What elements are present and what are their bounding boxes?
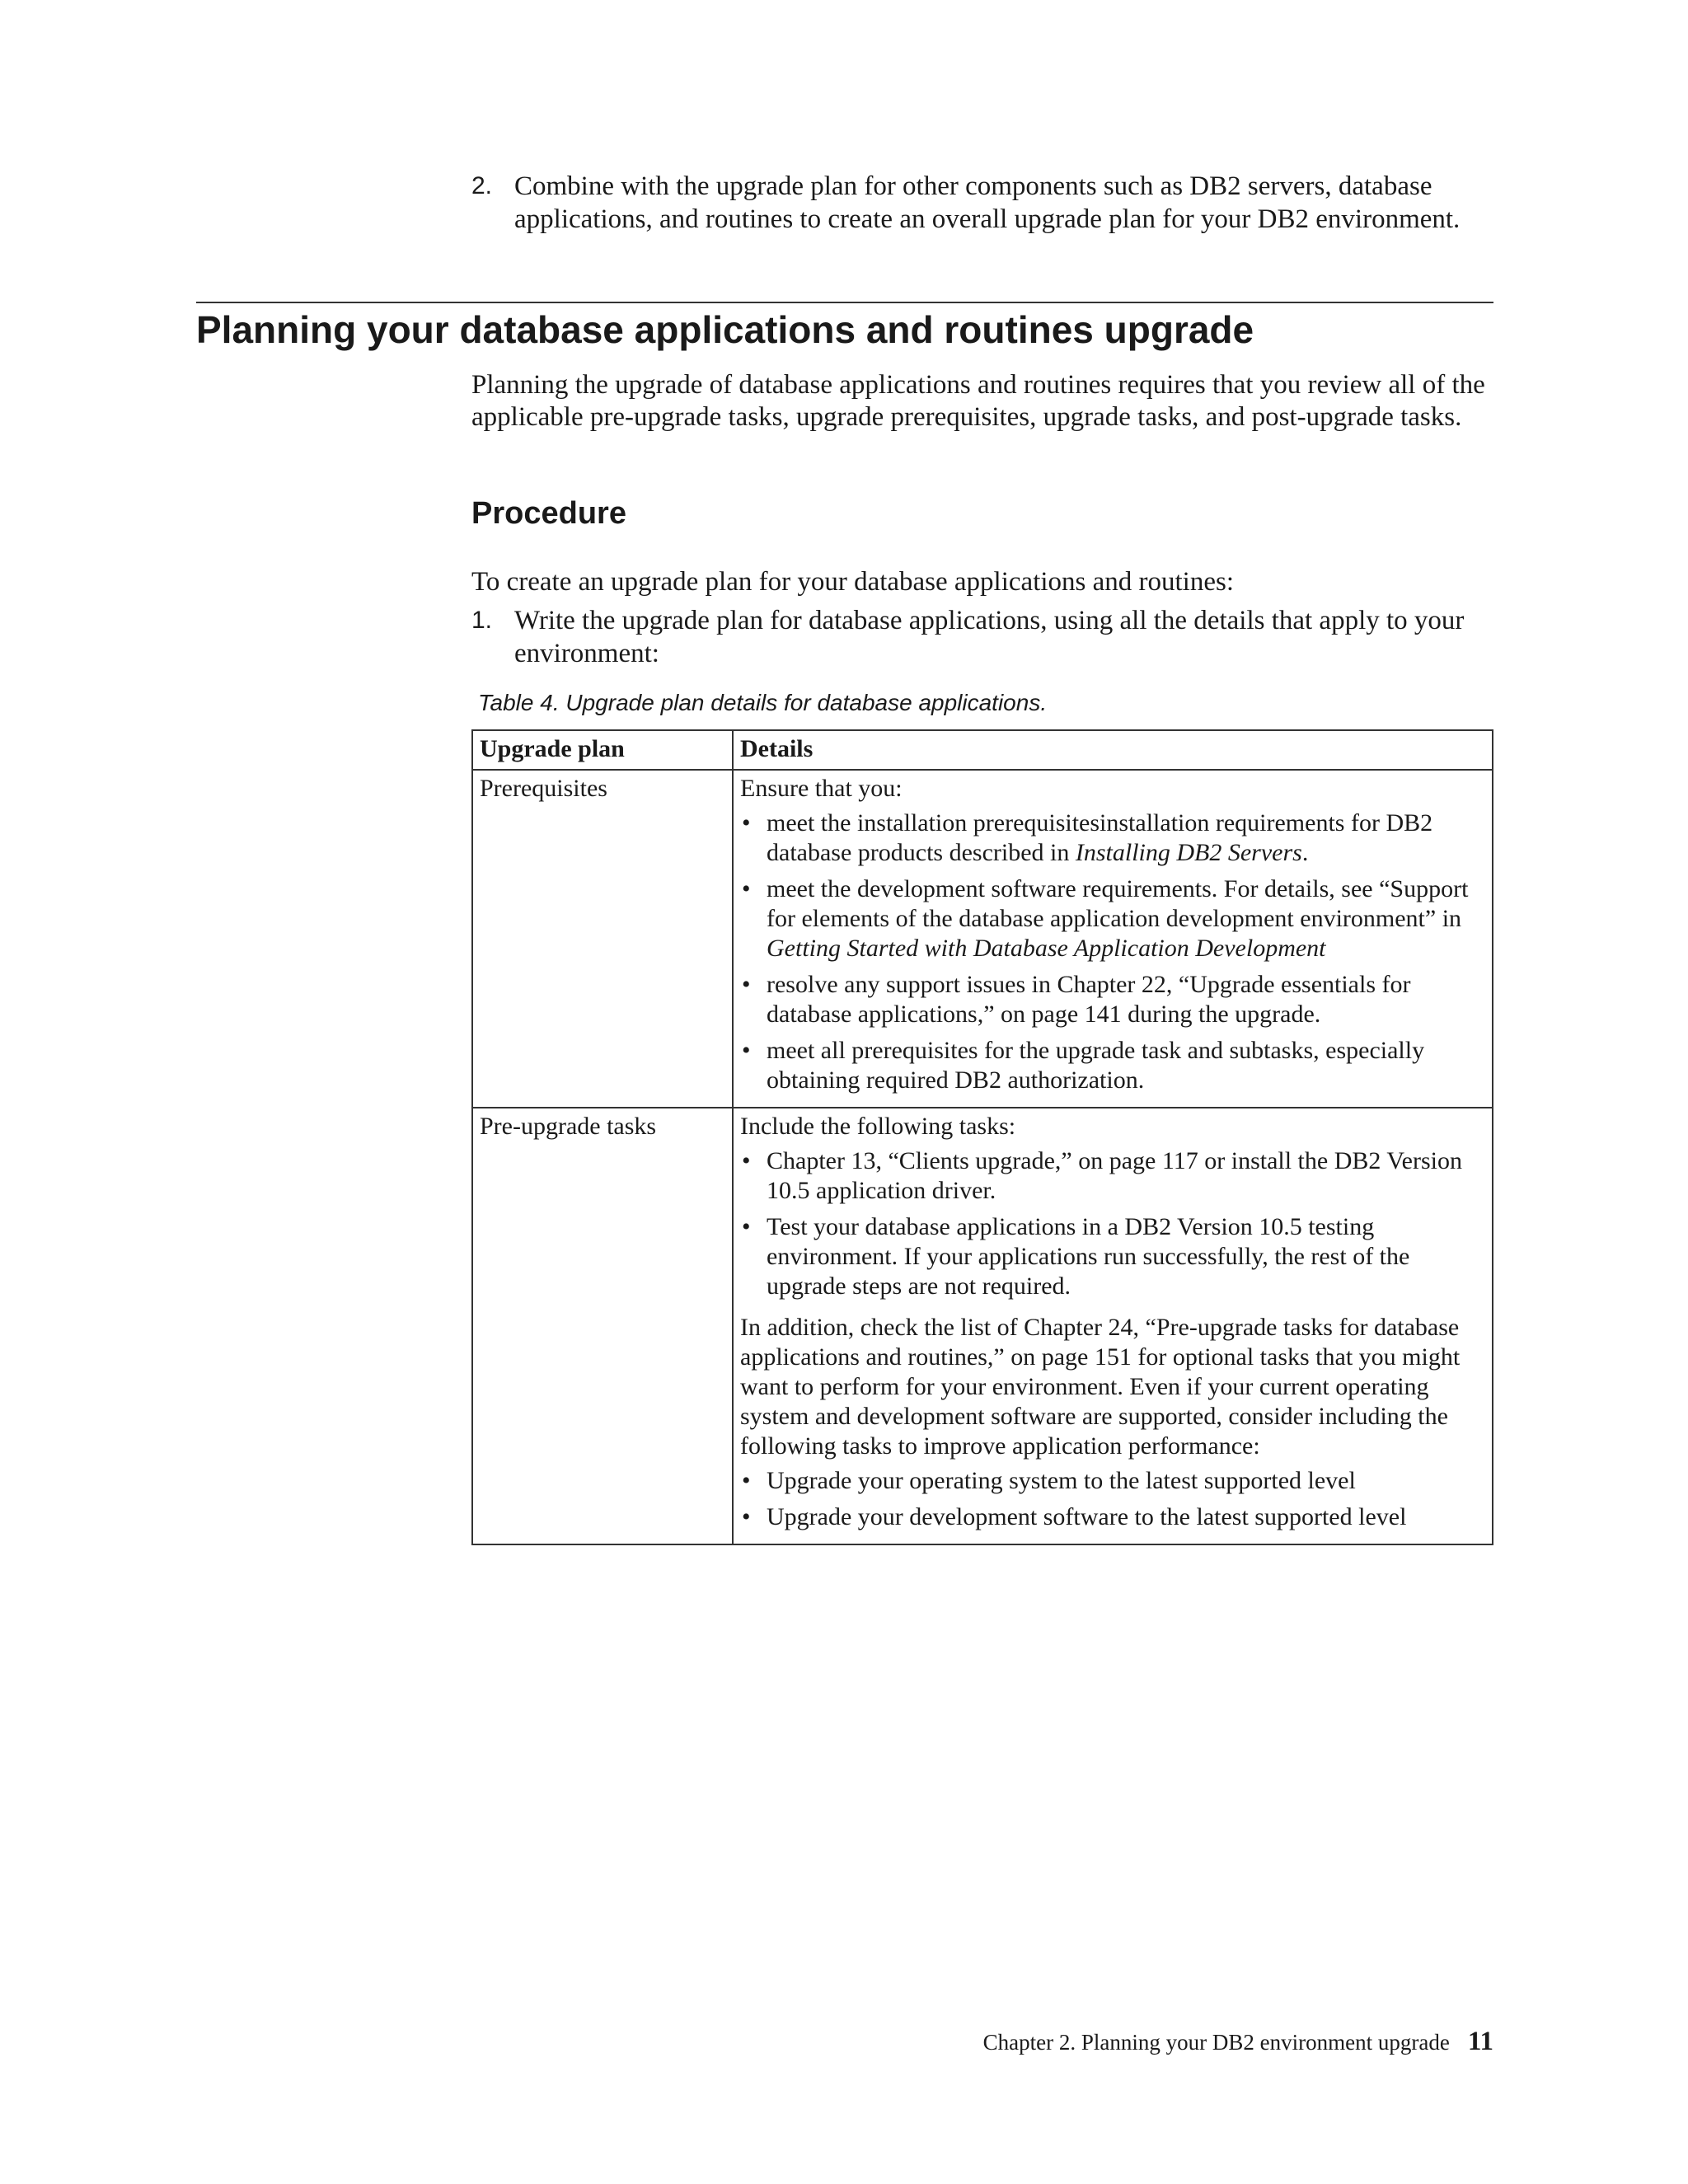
book-title: Getting Started with Database Application Development — [767, 935, 1326, 962]
bullet-text: resolve any support issues in Chapter 22, “Upgrade essentials for database applications,” on page 141 during the upgrade. — [767, 971, 1411, 1028]
page-number: 11 — [1467, 2027, 1493, 2056]
bullet-text-end: . — [1301, 839, 1309, 866]
list-item — [471, 170, 1502, 236]
bullet-text: Upgrade your operating system to the latest supported level — [767, 1467, 1356, 1494]
table-row-details — [733, 1108, 1493, 1544]
section-intro: Planning the upgrade of database applications and routines requires that you review all of the applicable pre-upgrade tasks, upgrade prerequisites, upgrade tasks, and post-upgrade tasks. — [471, 370, 1485, 432]
table-header-row — [472, 730, 1493, 770]
footer-chapter: Chapter 2. Planning your DB2 environment upgrade — [982, 2030, 1450, 2055]
book-title: Installing DB2 Servers — [1075, 839, 1302, 866]
bullet-icon: • — [742, 1037, 751, 1064]
table-row — [472, 770, 1493, 1108]
list-number: 1. — [471, 607, 493, 634]
page-footer — [983, 2026, 1493, 2058]
bullet-item — [740, 970, 1485, 1029]
bullet-icon: • — [742, 1503, 751, 1530]
bullet-text: Test your database applications in a DB2 Version 10.5 testing environment. If your applications run successfully, the rest of the upgrade steps are not required. — [767, 1213, 1410, 1300]
bullet-icon: • — [742, 809, 751, 837]
bullet-list — [740, 808, 1485, 1095]
table-row-label: Pre-upgrade tasks — [472, 1108, 733, 1544]
bullet-text: meet the installation prerequisitesinstallation requirements for DB2 database products described in — [767, 809, 1433, 866]
bullet-item — [740, 1212, 1485, 1301]
procedure-lead: To create an upgrade plan for your database applications and routines: — [471, 567, 1234, 597]
bullet-item — [740, 808, 1485, 868]
bullet-icon: • — [742, 1147, 751, 1174]
cell-intro: Ensure that you: — [740, 775, 903, 802]
section-divider — [196, 302, 1493, 303]
bullet-item — [740, 1502, 1485, 1532]
bullet-text: Chapter 13, “Clients upgrade,” on page 117 or install the DB2 Version 10.5 application driver. — [767, 1147, 1462, 1204]
list-item-text: Write the upgrade plan for database applications, using all the details that apply to your environment: — [514, 606, 1465, 668]
bullet-icon: • — [742, 875, 751, 902]
table-caption: Table 4. Upgrade plan details for database applications. — [478, 690, 1048, 715]
bullet-list — [740, 1146, 1485, 1301]
bullet-text: meet all prerequisites for the upgrade task and subtasks, especially obtaining required DB2 authorization. — [767, 1037, 1425, 1094]
list-item — [471, 604, 1502, 670]
table-header-cell: Details — [733, 730, 1493, 770]
bullet-item — [740, 874, 1485, 963]
procedure-steps — [471, 604, 1502, 670]
bullet-item — [740, 1146, 1485, 1206]
bullet-icon: • — [742, 1213, 751, 1240]
bullet-list — [740, 1466, 1485, 1532]
table-row-details — [733, 770, 1493, 1108]
bullet-text: Upgrade your development software to the latest supported level — [767, 1503, 1407, 1530]
bullet-icon: • — [742, 1467, 751, 1494]
bullet-item — [740, 1466, 1485, 1496]
table-header-cell: Upgrade plan — [472, 730, 733, 770]
bullet-item — [740, 1036, 1485, 1095]
cell-paragraph: In addition, check the list of Chapter 24, “Pre-upgrade tasks for database applications and routines,” on page 151 for optional tasks that you might want to perform for your environment. Even if your current operating system and development software are supported, consider including the following tasks to improve application performance: — [740, 1314, 1461, 1460]
top-numbered-list — [471, 170, 1502, 236]
cell-intro: Include the following tasks: — [740, 1113, 1016, 1140]
bullet-icon: • — [742, 971, 751, 998]
table-row — [472, 1108, 1493, 1544]
bullet-text: meet the development software requirements. For details, see “Support for elements of the database application development environment” in — [767, 875, 1469, 932]
table-row-label: Prerequisites — [472, 770, 733, 1108]
upgrade-plan-table — [471, 729, 1493, 1545]
procedure-heading: Procedure — [471, 496, 626, 531]
list-number: 2. — [471, 172, 493, 199]
list-item-text: Combine with the upgrade plan for other components such as DB2 servers, database applications, and routines to create an overall upgrade plan for your DB2 environment. — [514, 171, 1461, 234]
section-title: Planning your database applications and routines upgrade — [196, 308, 1254, 351]
